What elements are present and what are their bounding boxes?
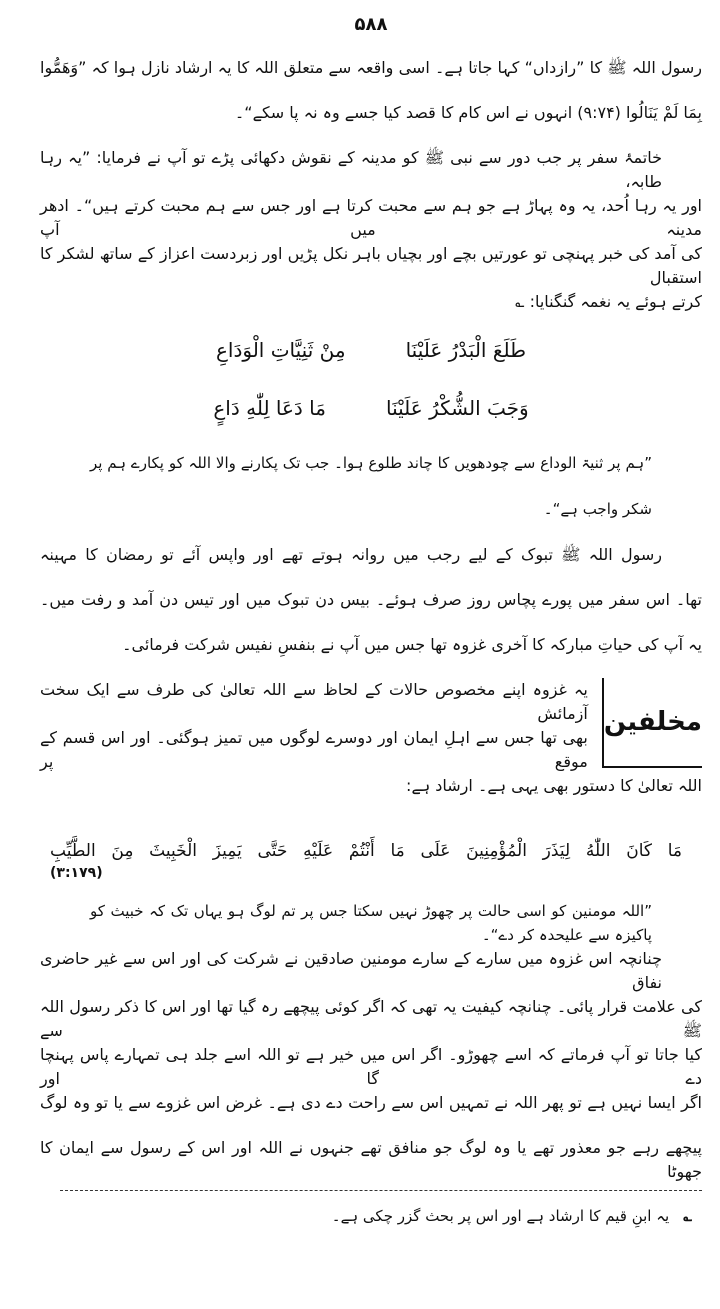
quran-verse: مَا كَانَ اللّٰهُ لِيَذَرَ الْمُؤْمِنِينَ عَلَى مَا أَنْتُمْ عَلَيْهِ حَتَّى يَمِيزَ الْخَبِيثَ مِنَ الطَّيِّبِ bbox=[50, 841, 682, 861]
text-line: کی علامت قرار پائی۔ چنانچہ کیفیت یہ تھی کہ اگر کوئی پیچھے رہ گیا تھا اور اس کا ذکر رسول اللہ ﷺ سے bbox=[40, 997, 702, 1040]
text-line: خاتمۂ سفر پر جب دور سے نبی ﷺ کو مدینہ کے نقوش دکھائی پڑے تو آپ نے فرمایا: ”یہ رہا طابہ، bbox=[40, 148, 662, 191]
poem-line-2-left: مَا دَعَا لِلّٰهِ دَاعٍ bbox=[213, 396, 326, 420]
text-line: اگر ایسا نہیں ہے تو پھر اللہ نے تمہیں اس سے راحت دے دی ہے۔ غرض اس غزوے سے یا تو وہ لوگ bbox=[40, 1093, 702, 1112]
poem-line-2-right: وَجَبَ الشُّكْرُ عَلَيْنَا bbox=[386, 396, 529, 420]
footnote-divider bbox=[60, 1190, 702, 1191]
side-heading: مخلفین bbox=[603, 707, 702, 737]
poem-line bbox=[40, 335, 702, 393]
poem-line bbox=[40, 393, 702, 451]
footnote-text: یہ ابنِ قیم کا ارشاد ہے اور اس پر بحث گزر چکی ہے۔ bbox=[331, 1207, 670, 1225]
page-number: ۵۸۸ bbox=[354, 14, 388, 35]
text-line: بِمَا لَمْ يَنَالُوا (۹:۷۴) انہوں نے اس کام کا قصد کیا جسے وہ نہ پا سکے“۔ bbox=[234, 103, 702, 122]
text-line: اور یہ رہا اُحد، یہ وہ پہاڑ ہے جو ہم سے محبت کرتا ہے اور جس سے ہم محبت کرتے ہیں“۔ ادھر مدینہ میں آپ bbox=[40, 196, 702, 239]
poem-line-1-left: مِنْ ثَنِيَّاتِ الْوَدَاعِ bbox=[215, 338, 346, 362]
section-mukhallafin bbox=[40, 678, 702, 774]
section-body bbox=[40, 678, 588, 774]
verse-translation: ”اللہ مومنین کو اسی حالت پر چھوڑ نہیں سکتا جس پر تم لوگ ہو یہاں تک کہ خبیث کو پاکیزہ سے علیحدہ کر دے“۔ bbox=[90, 902, 652, 944]
text-line: اللہ تعالیٰ کا دستور بھی یہی ہے۔ ارشاد ہے: bbox=[406, 776, 702, 795]
text-line: رسول اللہ ﷺ تبوک کے لیے رجب میں روانہ ہوتے تھے اور واپس آئے تو رمضان کا مہینہ bbox=[40, 545, 662, 564]
text-line: یہ غزوہ اپنے مخصوص حالات کے لحاظ سے اللہ تعالیٰ کی طرف سے ایک سخت آزمائش bbox=[40, 680, 588, 723]
text-line: یہ آپ کی حیاتِ مبارکہ کا آخری غزوہ تھا جس میں آپ نے بنفسِ نفیس شرکت فرمائی۔ bbox=[122, 635, 702, 654]
text-line: چنانچہ اس غزوہ میں سارے کے سارے مومنین صادقین نے شرکت کی اور اس سے غیر حاضری نفاق bbox=[40, 949, 662, 992]
poem-translation-line: شکر واجب ہے“۔ bbox=[543, 500, 652, 518]
footnote-mark: ؎ bbox=[683, 1207, 692, 1225]
poem-translation-line: ”ہم پر ثنیۃ الوداع سے چودھویں کا چاند طلوع ہوا۔ جب تک پکارنے والا اللہ کو پکارے ہم پر bbox=[90, 454, 652, 472]
text-line: پیچھے رہے جو معذور تھے یا وہ لوگ جو منافق تھے جنہوں نے اللہ اور اس کے رسول سے ایمان کا جھوٹا bbox=[40, 1138, 702, 1181]
text-line: تھا۔ اس سفر میں پورے پچاس روز صرف ہوئے۔ بیس دن تبوک میں اور تیس دن آمد و رفت میں۔ bbox=[40, 590, 702, 609]
text-line: کرتے ہوئے یہ نغمہ گنگنایا: ؎ bbox=[515, 292, 702, 311]
poem-line-1-right: طَلَعَ الْبَدْرُ عَلَيْنَا bbox=[405, 338, 527, 362]
verse-reference: (۳:۱۷۹) bbox=[50, 865, 103, 881]
text-line: کیا جاتا تو آپ فرماتے کہ اسے چھوڑو۔ اگر اس میں خیر ہے تو اللہ اسے جلد ہی تمہارے پاس پہنچا دے گا اور bbox=[40, 1045, 702, 1088]
text-line: بھی تھا جس سے اہلِ ایمان اور دوسرے لوگوں میں تمیز ہوگئی۔ اور اس قسم کے موقع پر bbox=[40, 728, 588, 771]
text-line: رسول اللہ ﷺ کا ”رازداں“ کہا جاتا ہے۔ اسی واقعہ سے متعلق اللہ کا یہ ارشاد نازل ہوا کہ ”وَهَمُّوا bbox=[40, 58, 702, 77]
side-heading-box bbox=[602, 678, 702, 768]
footnote bbox=[40, 1205, 702, 1227]
text-line: کی آمد کی خبر پہنچی تو عورتیں بچے اور بچیاں باہر نکل پڑیں اور زبردست اعزاز کے ساتھ لشکر کا استقبال bbox=[40, 244, 702, 287]
